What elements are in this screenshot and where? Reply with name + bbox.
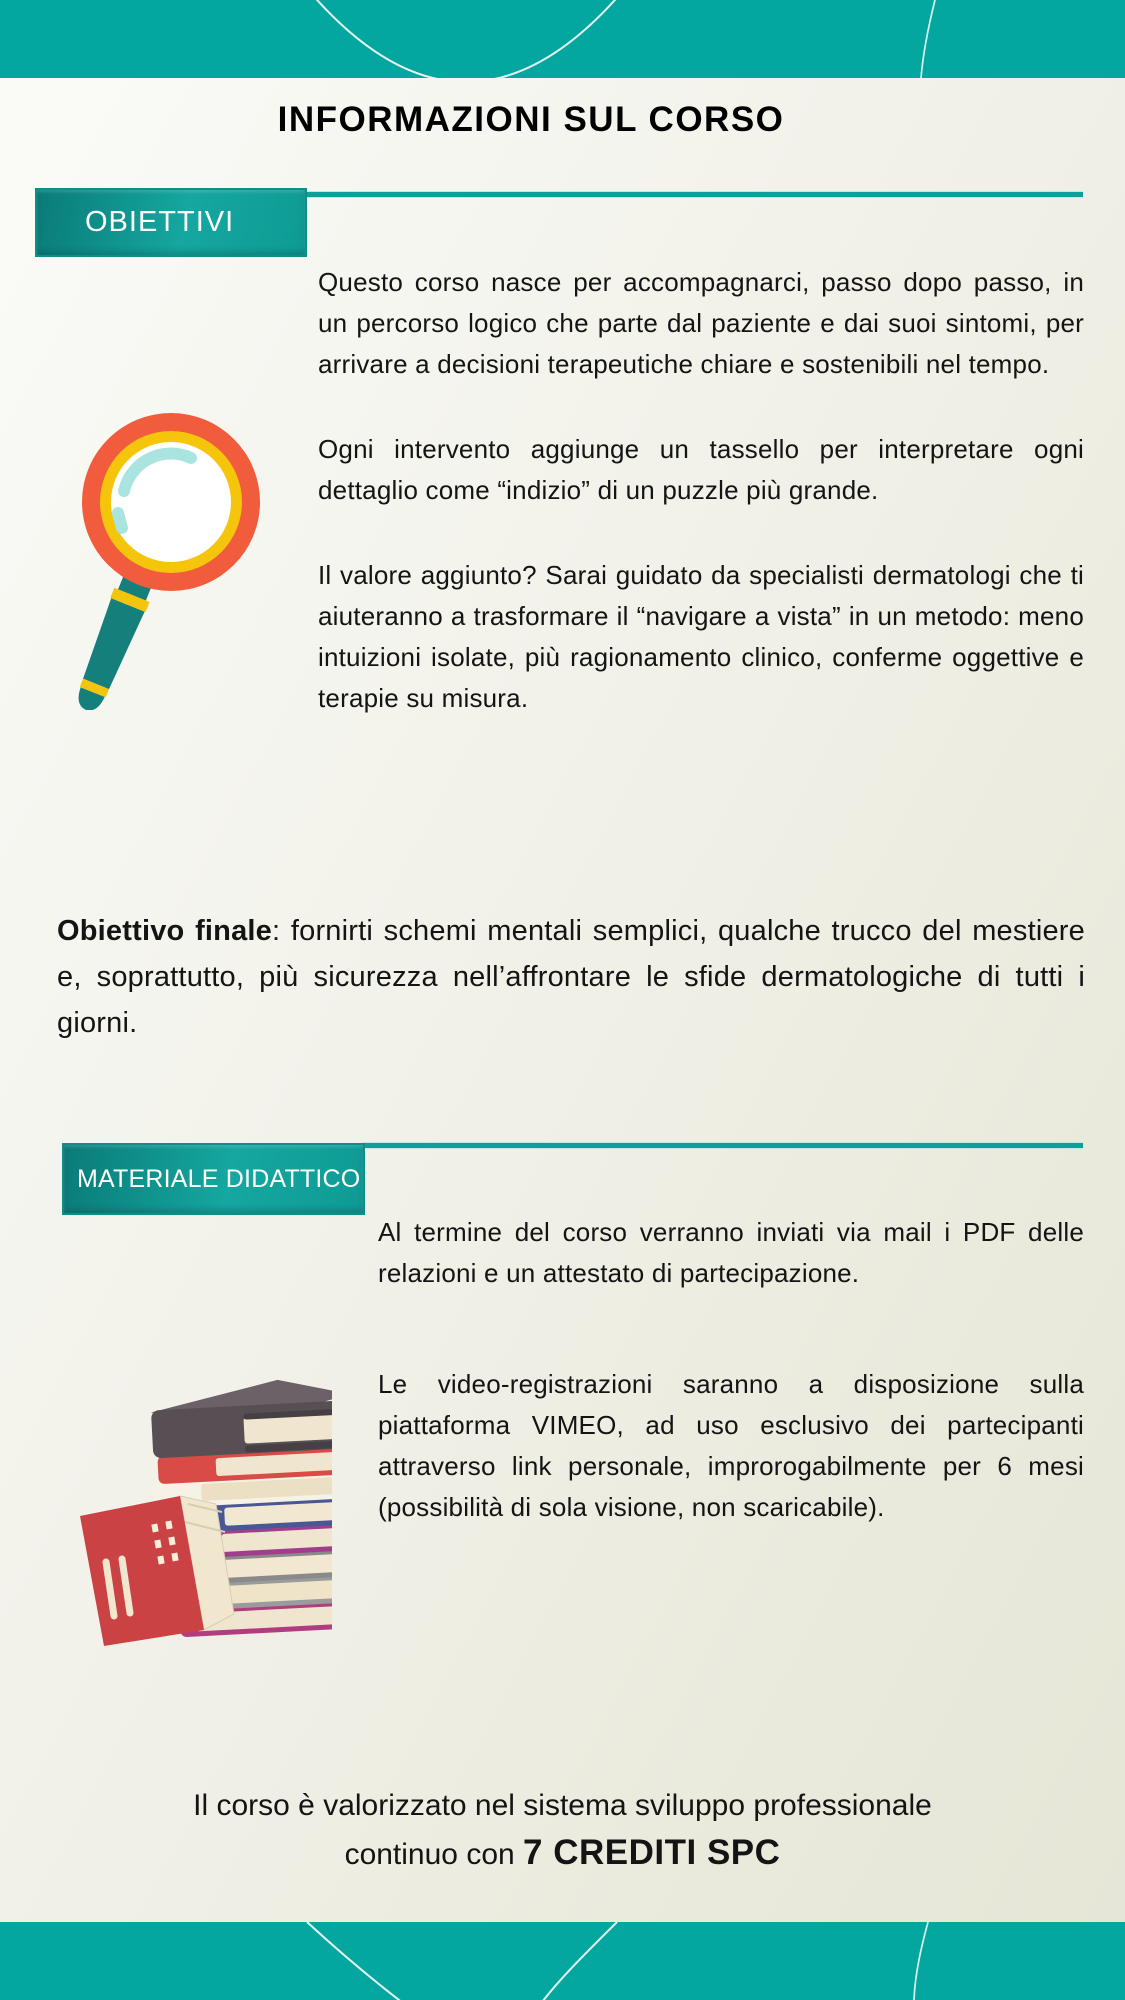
obiettivi-paragraphs <box>318 262 1084 763</box>
section-label-materiale <box>62 1143 365 1215</box>
credits-line2-prefix: continuo con <box>344 1838 524 1871</box>
obiettivi-paragraph-1: Questo corso nasce per accompagnarci, passo dopo passo, in un percorso logico che parte dal paziente e dai suoi sintomi, per arrivare a decisioni terapeutiche chiare e sostenibili nel tempo. <box>318 267 1084 379</box>
credits-block <box>0 1782 1125 1878</box>
materiale-paragraph-2: Le video-registrazioni saranno a disposizione sulla piattaforma VIMEO, ad uso esclusivo dei partecipanti attraverso link personale, improrogabilmente per 6 mesi (possibilità di sola visione, non scaricabile). <box>378 1369 1084 1522</box>
materiale-paragraphs <box>378 1212 1084 1572</box>
magnifier-icon <box>58 388 270 710</box>
obiettivi-label-text: OBIETTIVI <box>85 206 235 238</box>
book-stack-icon <box>52 1346 332 1646</box>
decor-curves-top-icon <box>0 0 1125 78</box>
materiale-rule <box>362 1143 1083 1148</box>
final-objective-paragraph <box>57 908 1085 1046</box>
final-objective-rest: : fornirti schemi mentali semplici, qualche trucco del mestiere e, soprattutto, più sicurezza nell’affrontare le sfide dermatologiche di tutti i giorni. <box>57 915 1085 1039</box>
credits-line1: Il corso è valorizzato nel sistema sviluppo professionale <box>193 1789 932 1822</box>
top-decor-band <box>0 0 1125 78</box>
bottom-decor-band <box>0 1922 1125 2000</box>
section-label-obiettivi <box>35 188 307 257</box>
obiettivi-paragraph-3: Il valore aggiunto? Sarai guidato da specialisti dermatologi che ti aiuteranno a trasformare il “navigare a vista” in un metodo: meno intuizioni isolate, più ragionamento clinico, conferme oggettive e terapie su misura. <box>318 560 1084 713</box>
credits-line2 <box>0 1829 1125 1878</box>
obiettivi-paragraph-2: Ogni intervento aggiunge un tassello per interpretare ogni dettaglio come “indizio” di un puzzle più grande. <box>318 434 1084 505</box>
final-objective-lead: Obiettivo finale <box>57 915 273 947</box>
materiale-paragraph-1: Al termine del corso verranno inviati via mail i PDF delle relazioni e un attestato di partecipazione. <box>378 1217 1084 1288</box>
obiettivi-rule <box>306 192 1083 197</box>
materiale-label-text: MATERIALE DIDATTICO <box>77 1164 361 1193</box>
page-title: INFORMAZIONI SUL CORSO <box>277 100 785 139</box>
decor-curves-bottom-icon <box>0 1922 1125 2000</box>
credits-spc-badge: 7 CREDITI SPC <box>523 1833 781 1872</box>
front-book <box>80 1496 234 1646</box>
